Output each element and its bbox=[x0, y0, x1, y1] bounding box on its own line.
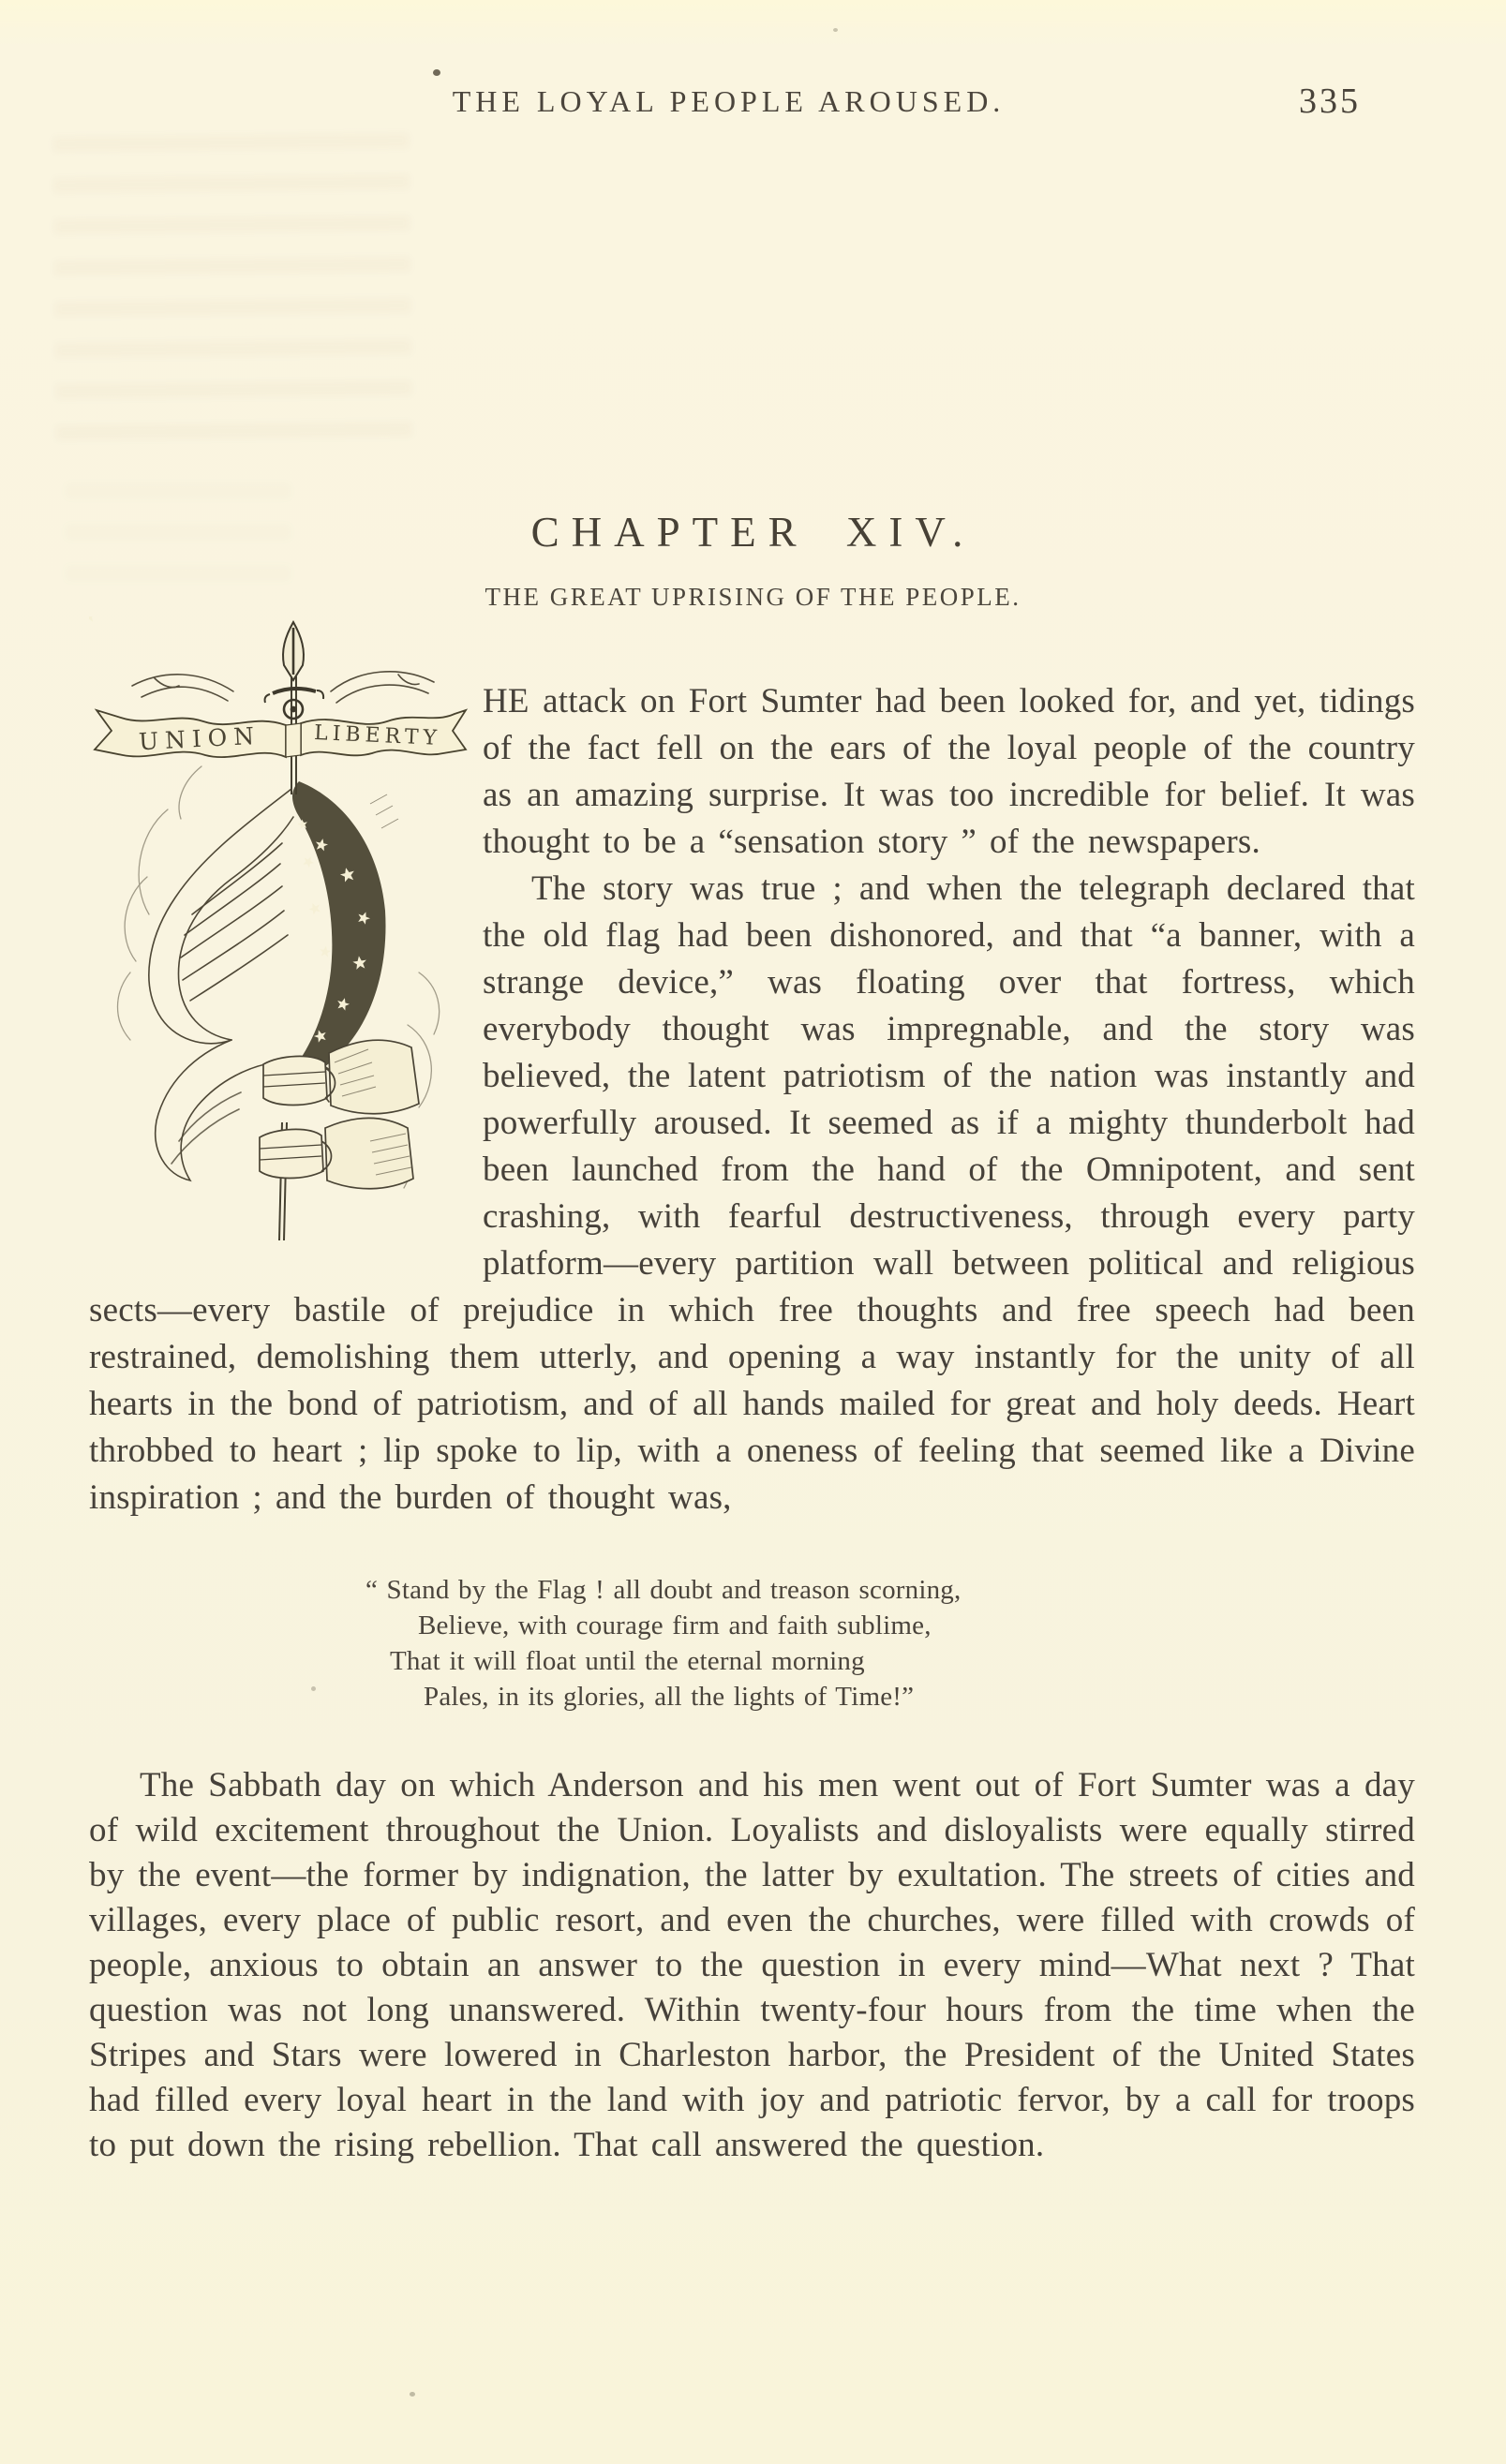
flag-engraving-svg bbox=[89, 616, 470, 1244]
paragraph-fort-sumter: HE attack on Fort Sumter had been looked for, and yet, tidings of the fact fell on the ears of the loyal people of the country as an amazing surprise. It was too incredible for belief. It was thought to be a “sensation story ” of the newspapers. bbox=[483, 682, 1415, 861]
chapter-subtitle: THE GREAT UPRISING OF THE PEOPLE. bbox=[485, 583, 1021, 611]
page-number: 335 bbox=[1299, 82, 1361, 121]
running-header: THE LOYAL PEOPLE AROUSED. bbox=[452, 84, 1006, 118]
banner-liberty-label: LIBERTY bbox=[313, 721, 442, 750]
chapter-heading: CHAPTER XIV. bbox=[530, 509, 976, 556]
hands-holding-flag bbox=[260, 1040, 419, 1188]
poem-line: “ Stand by the Flag ! all doubt and treason scorning, bbox=[365, 1575, 962, 1605]
ink-speck bbox=[433, 69, 440, 76]
bleedthrough-ghost bbox=[52, 109, 412, 440]
flag-star-field bbox=[89, 616, 386, 1085]
poem-line: Pales, in its glories, all the lights of Time!” bbox=[424, 1682, 915, 1712]
poem-line: Believe, with courage firm and faith sublime, bbox=[418, 1611, 932, 1640]
poem-stand-by-the-flag bbox=[365, 1572, 1415, 1714]
paragraph-sabbath-day: The Sabbath day on which Anderson and his men went out of Fort Sumter was a day of wild excitement throughout the Union. Loyalists and disloyalists were equally stirred by the event—the former by indignation, the latter by exultation. The streets of cities and villages, every place of public resort, and even the churches, were filled with crowds of people, anxious to obtain an answer to the question in every mind—What next ? That question was not long unanswered. Within twenty-four hours from the time when the Stripes and Stars were lowered in Charleston harbor, the President of the United States had filled every loyal heart in the land with joy and patriotic fervor, by a call for troops to put down the rising rebellion. That call answered the question. bbox=[89, 1766, 1415, 2164]
paragraph-story-was-true: The story was true ; and when the telegraph declared that the old flag had been dishonored, and that “a banner, with a strange device,” was floating over that fortress, which everybody thought was impregnable, and the story was believed, the latent patriotism of the nation was instantly and powerfully aroused. It seemed as if a mighty thunderbolt had been launched from the hand of the Omnipotent, and sent crashing, with fearful destructiveness, through every party platform—every partition wall between political and religious sects—every bastile of prejudice in which free thoughts and free speech had been restrained, demolishing them utterly, and opening a way instantly for the unity of all hearts in the bond of patriotism, and of all hands mailed for great and holy deeds. Heart throbbed to heart ; lip spoke to lip, with a oneness of feeling that seemed like a Divine inspiration ; and the burden of thought was, bbox=[89, 869, 1415, 1517]
flag-stripes bbox=[149, 789, 333, 1180]
body-text-block bbox=[89, 656, 1415, 2168]
ink-speck bbox=[833, 28, 838, 32]
ink-speck bbox=[410, 2392, 415, 2397]
flag-engraving-illustration bbox=[89, 616, 470, 1244]
banner-union-label: UNION bbox=[138, 721, 261, 756]
poem-line: That it will float until the eternal morning bbox=[390, 1646, 865, 1676]
